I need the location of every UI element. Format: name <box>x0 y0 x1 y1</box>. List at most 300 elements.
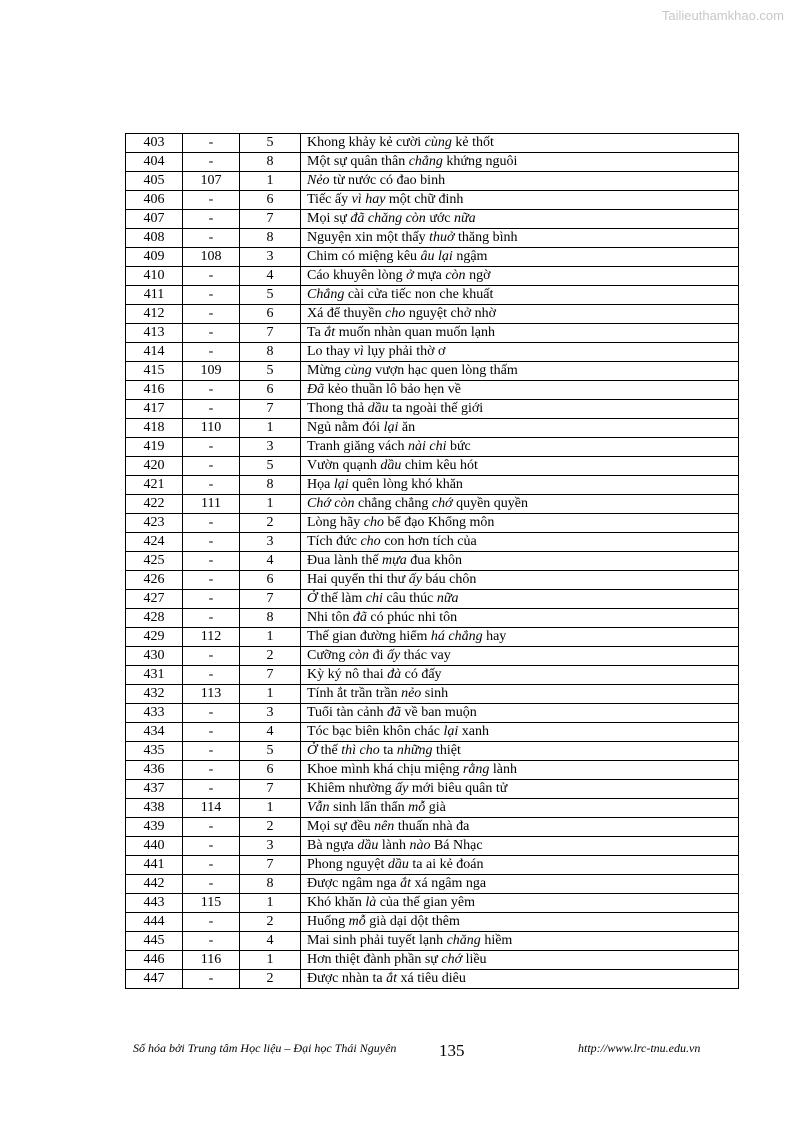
line-number-cell: 1 <box>240 172 301 191</box>
table-row <box>126 267 739 286</box>
verse-number-cell: 408 <box>126 229 183 248</box>
verse-text-segment: Ta <box>307 325 325 340</box>
verse-text-segment: Kỳ ký nô thai <box>307 667 388 682</box>
verse-text-segment: nguyệt chở nhờ <box>405 306 496 321</box>
verse-text-cell <box>301 742 739 761</box>
line-number-cell: 5 <box>240 457 301 476</box>
verse-text-cell <box>301 248 739 267</box>
verse-text-cell <box>301 875 739 894</box>
verse-number-cell: 424 <box>126 533 183 552</box>
highlighted-word: chẳng <box>408 154 443 169</box>
verse-number-cell: 409 <box>126 248 183 267</box>
verse-text-cell <box>301 647 739 666</box>
line-number-cell: 2 <box>240 913 301 932</box>
poem-number-cell: - <box>183 438 240 457</box>
verse-text-segment: Mai sinh phải tuyết lạnh <box>307 933 447 948</box>
watermark: Tailieuthamkhao.com <box>661 8 784 23</box>
table-row <box>126 514 739 533</box>
highlighted-word: dầu <box>367 401 389 416</box>
verse-text-segment: Lòng hãy <box>307 515 364 530</box>
verse-text-segment: có phúc nhi tôn <box>366 610 458 625</box>
highlighted-word: nào <box>409 838 431 853</box>
highlighted-word: ấy <box>395 781 409 796</box>
line-number-cell: 6 <box>240 761 301 780</box>
highlighted-word: thì cho <box>341 743 380 758</box>
verse-text-cell <box>301 780 739 799</box>
table-row <box>126 723 739 742</box>
poem-number-cell: 109 <box>183 362 240 381</box>
verse-number-cell: 411 <box>126 286 183 305</box>
highlighted-word: vì hay <box>351 192 386 207</box>
table-row <box>126 457 739 476</box>
verse-number-cell: 404 <box>126 153 183 172</box>
verse-text-segment: Họa <box>307 477 334 492</box>
highlighted-word: Ở <box>307 743 318 758</box>
highlighted-word: mỗ <box>408 800 426 815</box>
verse-text-segment: thế làm <box>317 591 366 606</box>
verse-text-cell <box>301 381 739 400</box>
highlighted-word: ắt <box>386 971 398 986</box>
verse-number-cell: 415 <box>126 362 183 381</box>
verse-text-cell <box>301 343 739 362</box>
verse-text-segment: Cáo khuyên lòng <box>307 268 407 283</box>
poem-number-cell: - <box>183 837 240 856</box>
verse-text-segment: Ngủ nằm đói <box>307 420 384 435</box>
verse-text-cell <box>301 305 739 324</box>
line-number-cell: 8 <box>240 229 301 248</box>
verse-text-segment: về ban muộn <box>400 705 477 720</box>
line-number-cell: 5 <box>240 134 301 153</box>
poem-number-cell: - <box>183 305 240 324</box>
table-row <box>126 913 739 932</box>
poem-number-cell: 111 <box>183 495 240 514</box>
verse-text-segment: thuấn nhà đa <box>394 819 470 834</box>
poem-number-cell: - <box>183 153 240 172</box>
line-number-cell: 1 <box>240 419 301 438</box>
poem-number-cell: 115 <box>183 894 240 913</box>
line-number-cell: 7 <box>240 590 301 609</box>
verse-text-cell <box>301 476 739 495</box>
verse-text-segment: Tóc bạc biên khôn chác <box>307 724 444 739</box>
verse-text-segment: thăng bình <box>454 230 518 245</box>
verse-text-segment: Khoe mình khá chịu miệng <box>307 762 463 777</box>
table-row <box>126 381 739 400</box>
line-number-cell: 8 <box>240 343 301 362</box>
line-number-cell: 4 <box>240 723 301 742</box>
line-number-cell: 8 <box>240 476 301 495</box>
highlighted-word: đã <box>352 610 367 625</box>
verse-number-cell: 443 <box>126 894 183 913</box>
table-row <box>126 818 739 837</box>
highlighted-word: ấy <box>386 648 401 663</box>
verse-text-cell <box>301 837 739 856</box>
highlighted-word: nên <box>374 819 395 834</box>
poem-number-cell: - <box>183 210 240 229</box>
highlighted-word: ở <box>406 268 414 283</box>
verse-number-cell: 418 <box>126 419 183 438</box>
line-number-cell: 1 <box>240 685 301 704</box>
verse-text-cell <box>301 685 739 704</box>
verse-number-cell: 403 <box>126 134 183 153</box>
verse-text-cell <box>301 628 739 647</box>
verse-number-cell: 434 <box>126 723 183 742</box>
verse-text-segment: xanh <box>458 724 489 739</box>
verse-text-segment: Tranh giăng vách <box>307 439 408 454</box>
verse-text-cell <box>301 210 739 229</box>
poem-number-cell: - <box>183 552 240 571</box>
poem-number-cell: 112 <box>183 628 240 647</box>
verse-number-cell: 442 <box>126 875 183 894</box>
verse-text-segment: Mừng <box>307 363 345 378</box>
poem-number-cell: - <box>183 267 240 286</box>
table-row <box>126 248 739 267</box>
highlighted-word: Ở <box>307 591 318 606</box>
verse-text-segment: ăn <box>398 420 416 435</box>
poem-number-cell: - <box>183 647 240 666</box>
line-number-cell: 1 <box>240 799 301 818</box>
poem-number-cell: - <box>183 229 240 248</box>
poem-number-cell: - <box>183 286 240 305</box>
line-number-cell: 1 <box>240 951 301 970</box>
verse-number-cell: 410 <box>126 267 183 286</box>
verse-text-segment: Thế gian đường hiểm <box>307 629 431 644</box>
table-row <box>126 571 739 590</box>
verse-number-cell: 414 <box>126 343 183 362</box>
poem-number-cell: - <box>183 666 240 685</box>
verse-number-cell: 429 <box>126 628 183 647</box>
verse-text-segment: Vườn quạnh <box>307 458 381 473</box>
verse-text-cell <box>301 818 739 837</box>
verse-text-segment: Tính ắt trần trần <box>307 686 402 701</box>
verse-text-segment: từ nước có đao binh <box>329 173 446 188</box>
highlighted-word: đã <box>386 705 401 720</box>
verse-text-cell <box>301 229 739 248</box>
verse-number-cell: 426 <box>126 571 183 590</box>
table-row <box>126 704 739 723</box>
poem-number-cell: - <box>183 590 240 609</box>
verse-text-segment: Lo thay <box>307 344 354 359</box>
verse-number-cell: 447 <box>126 970 183 989</box>
verse-number-cell: 406 <box>126 191 183 210</box>
table-row <box>126 951 739 970</box>
poem-number-cell: - <box>183 856 240 875</box>
line-number-cell: 5 <box>240 362 301 381</box>
verse-text-segment: Khong khảy kẻ cười <box>307 135 425 150</box>
line-number-cell: 6 <box>240 571 301 590</box>
highlighted-word: là <box>365 895 377 910</box>
verse-text-cell <box>301 590 739 609</box>
verse-text-cell <box>301 799 739 818</box>
table-row <box>126 799 739 818</box>
highlighted-word: còn <box>348 648 370 663</box>
line-number-cell: 1 <box>240 628 301 647</box>
verse-text-segment: báu chôn <box>421 572 477 587</box>
table-row <box>126 970 739 989</box>
table-row <box>126 191 739 210</box>
verse-text-segment: đua khôn <box>406 553 462 568</box>
line-number-cell: 7 <box>240 856 301 875</box>
verse-text-cell <box>301 552 739 571</box>
highlighted-word: chớ <box>431 496 453 511</box>
line-number-cell: 6 <box>240 191 301 210</box>
highlighted-word: Đã <box>307 382 325 397</box>
line-number-cell: 2 <box>240 647 301 666</box>
verse-text-segment: Phong nguyệt <box>307 857 388 872</box>
poem-number-cell: - <box>183 514 240 533</box>
highlighted-word: cùng <box>424 135 452 150</box>
highlighted-word: chớ <box>441 952 463 967</box>
verse-text-segment: hiềm <box>480 933 513 948</box>
verse-text-cell <box>301 666 739 685</box>
poem-number-cell: - <box>183 343 240 362</box>
verse-text-segment: quên lòng khó khăn <box>348 477 463 492</box>
verse-text-segment: ngậm <box>452 249 488 264</box>
verse-number-cell: 417 <box>126 400 183 419</box>
verse-number-cell: 439 <box>126 818 183 837</box>
verse-text-cell <box>301 191 739 210</box>
verse-text-cell <box>301 495 739 514</box>
verse-number-cell: 441 <box>126 856 183 875</box>
line-number-cell: 3 <box>240 248 301 267</box>
highlighted-word: cho <box>385 306 406 321</box>
verse-number-cell: 422 <box>126 495 183 514</box>
verse-text-segment: hay <box>482 629 507 644</box>
line-number-cell: 5 <box>240 742 301 761</box>
highlighted-word: cho <box>360 534 381 549</box>
verse-text-cell <box>301 172 739 191</box>
highlighted-word: âu lại <box>420 249 453 264</box>
poem-number-cell: - <box>183 609 240 628</box>
verse-number-cell: 438 <box>126 799 183 818</box>
line-number-cell: 7 <box>240 666 301 685</box>
verse-number-cell: 435 <box>126 742 183 761</box>
verse-number-cell: 436 <box>126 761 183 780</box>
verse-text-segment: mới biêu quân tử <box>408 781 508 796</box>
verse-text-segment: ta ai kẻ đoán <box>408 857 484 872</box>
highlighted-word: mỗ <box>348 914 366 929</box>
verse-text-segment: bể đạo Khổng môn <box>383 515 495 530</box>
verse-number-cell: 445 <box>126 932 183 951</box>
verse-text-cell <box>301 571 739 590</box>
verse-text-cell <box>301 932 739 951</box>
verse-text-segment: xá tiêu diêu <box>397 971 466 986</box>
poem-number-cell: - <box>183 533 240 552</box>
verse-text-segment: Chim có miệng kêu <box>307 249 421 264</box>
poem-number-cell: - <box>183 476 240 495</box>
verse-number-cell: 407 <box>126 210 183 229</box>
line-number-cell: 8 <box>240 875 301 894</box>
verse-text-segment: của thế gian yêm <box>376 895 475 910</box>
line-number-cell: 2 <box>240 970 301 989</box>
line-number-cell: 1 <box>240 894 301 913</box>
verse-number-cell: 405 <box>126 172 183 191</box>
highlighted-word: còn <box>445 268 466 283</box>
verse-text-cell <box>301 438 739 457</box>
table-row <box>126 172 739 191</box>
table-row <box>126 533 739 552</box>
verse-text-segment: đi <box>369 648 387 663</box>
table-row <box>126 362 739 381</box>
verse-text-cell <box>301 761 739 780</box>
poem-number-cell: - <box>183 134 240 153</box>
verse-text-segment: Tích đức <box>307 534 361 549</box>
highlighted-word: cùng <box>344 363 372 378</box>
verse-text-cell <box>301 153 739 172</box>
line-number-cell: 2 <box>240 514 301 533</box>
highlighted-word: dầu <box>387 857 409 872</box>
verse-text-cell <box>301 324 739 343</box>
footer-source: Số hóa bởi Trung tâm Học liệu – Đại học Thái Nguyên <box>133 1041 397 1055</box>
verse-text-cell <box>301 134 739 153</box>
highlighted-word: mựa <box>382 553 407 568</box>
line-number-cell: 3 <box>240 533 301 552</box>
verse-number-cell: 419 <box>126 438 183 457</box>
poem-number-cell: - <box>183 457 240 476</box>
verse-text-cell <box>301 609 739 628</box>
highlighted-word: nữa <box>454 211 476 226</box>
table-row <box>126 210 739 229</box>
verse-text-segment: Mọi sự đều <box>307 819 375 834</box>
verse-text-segment: Thong thả <box>307 401 368 416</box>
highlighted-word: nẻo <box>401 686 422 701</box>
poem-number-cell: - <box>183 704 240 723</box>
poem-number-cell: - <box>183 913 240 932</box>
table-row <box>126 153 739 172</box>
verse-text-segment: liều <box>462 952 487 967</box>
highlighted-word: vì <box>353 344 364 359</box>
verse-text-segment: chim kêu hót <box>401 458 478 473</box>
poem-number-cell: - <box>183 780 240 799</box>
line-number-cell: 7 <box>240 324 301 343</box>
poem-number-cell: 113 <box>183 685 240 704</box>
table-row <box>126 932 739 951</box>
table-row <box>126 438 739 457</box>
verse-number-cell: 432 <box>126 685 183 704</box>
verse-number-cell: 440 <box>126 837 183 856</box>
highlighted-word: đã chăng còn <box>350 211 426 226</box>
verse-text-segment: lành <box>489 762 517 777</box>
verse-text-segment: muốn nhàn quan muốn lạnh <box>335 325 495 340</box>
verse-text-cell <box>301 362 739 381</box>
verse-text-segment: thác vay <box>400 648 451 663</box>
line-number-cell: 8 <box>240 153 301 172</box>
verse-number-cell: 420 <box>126 457 183 476</box>
line-number-cell: 2 <box>240 818 301 837</box>
verse-text-segment: Nhi tôn <box>307 610 353 625</box>
verse-text-segment: Tuổi tàn cảnh <box>307 705 387 720</box>
verse-text-cell <box>301 267 739 286</box>
poem-number-cell: - <box>183 932 240 951</box>
verse-text-segment: khứng nguôi <box>442 154 518 169</box>
verse-text-segment: Được ngâm nga <box>307 876 401 891</box>
verse-number-cell: 413 <box>126 324 183 343</box>
verse-text-segment: sinh <box>421 686 449 701</box>
verse-text-segment: bức <box>446 439 471 454</box>
verse-text-cell <box>301 419 739 438</box>
verse-text-segment: Bá Nhạc <box>430 838 483 853</box>
table-row <box>126 837 739 856</box>
table-row <box>126 400 739 419</box>
poem-number-cell: - <box>183 191 240 210</box>
verse-text-cell <box>301 723 739 742</box>
highlighted-word: những <box>396 743 433 758</box>
verse-text-segment: kẻo thuần lô bảo hẹn về <box>324 382 461 397</box>
verse-text-segment: già <box>425 800 446 815</box>
table-row <box>126 609 739 628</box>
verse-text-segment: Khó khăn <box>307 895 366 910</box>
highlighted-word: Vẫn <box>307 800 330 815</box>
verse-text-segment: Cưỡng <box>307 648 349 663</box>
highlighted-word: Chẳng <box>307 287 345 302</box>
poem-number-cell: 108 <box>183 248 240 267</box>
table-row <box>126 875 739 894</box>
poem-number-cell: - <box>183 875 240 894</box>
highlighted-word: thuở <box>429 230 455 245</box>
table-row <box>126 856 739 875</box>
verse-text-segment: Bà ngựa <box>307 838 358 853</box>
verse-table-body <box>126 134 739 989</box>
verse-number-cell: 423 <box>126 514 183 533</box>
line-number-cell: 3 <box>240 704 301 723</box>
verse-text-segment: xá ngâm nga <box>411 876 487 891</box>
highlighted-word: há chẳng <box>430 629 483 644</box>
verse-text-segment: cài cửa tiếc non che khuất <box>344 287 494 302</box>
verse-text-cell <box>301 457 739 476</box>
verse-text-segment: Hơn thiệt đành phần sự <box>307 952 442 967</box>
highlighted-word: lại <box>333 477 349 492</box>
line-number-cell: 1 <box>240 495 301 514</box>
line-number-cell: 7 <box>240 400 301 419</box>
verse-text-segment: ngờ <box>465 268 491 283</box>
poem-number-cell: 116 <box>183 951 240 970</box>
verse-text-segment: kẻ thốt <box>451 135 494 150</box>
verse-text-segment: một chữ đinh <box>385 192 464 207</box>
verse-number-cell: 431 <box>126 666 183 685</box>
table-row <box>126 229 739 248</box>
table-row <box>126 419 739 438</box>
line-number-cell: 4 <box>240 552 301 571</box>
verse-text-cell <box>301 533 739 552</box>
verse-text-segment: quyền quyền <box>452 496 529 511</box>
poem-number-cell: - <box>183 324 240 343</box>
table-row <box>126 647 739 666</box>
verse-text-segment: Nguyện xin một thấy <box>307 230 430 245</box>
verse-text-segment: lành <box>378 838 410 853</box>
verse-text-segment: già dại dột thêm <box>365 914 460 929</box>
line-number-cell: 3 <box>240 438 301 457</box>
table-row <box>126 343 739 362</box>
line-number-cell: 3 <box>240 837 301 856</box>
highlighted-word: ắt <box>400 876 412 891</box>
table-row <box>126 761 739 780</box>
verse-text-segment: Tiếc ấy <box>307 192 352 207</box>
verse-text-cell <box>301 704 739 723</box>
verse-text-segment: sinh lẩn thẩn <box>329 800 409 815</box>
verse-text-segment: chẳng chẳng <box>354 496 432 511</box>
verse-text-segment: vượn hạc quen lòng thấm <box>371 363 518 378</box>
highlighted-word: nài chi <box>407 439 447 454</box>
poem-number-cell: 114 <box>183 799 240 818</box>
verse-number-cell: 437 <box>126 780 183 799</box>
line-number-cell: 6 <box>240 305 301 324</box>
verse-text-segment: Huống <box>307 914 349 929</box>
poem-number-cell: - <box>183 571 240 590</box>
table-row <box>126 894 739 913</box>
table-row <box>126 495 739 514</box>
page-number: 135 <box>439 1041 465 1060</box>
highlighted-word: chi <box>365 591 383 606</box>
highlighted-word: rằng <box>462 762 490 777</box>
